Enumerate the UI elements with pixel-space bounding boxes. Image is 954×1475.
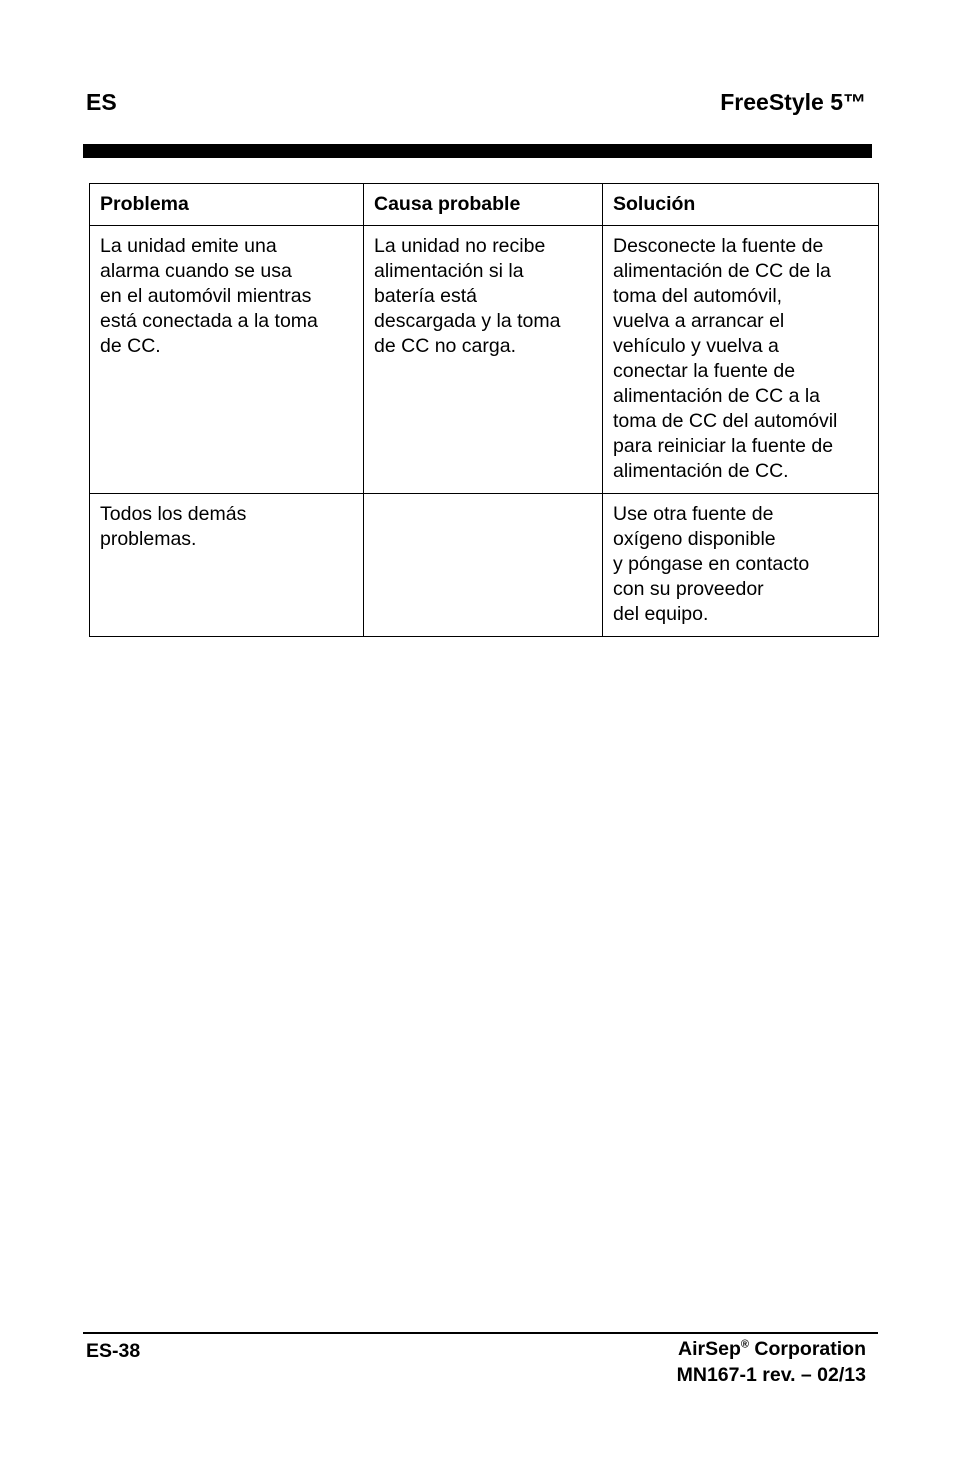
cell-text-line: alimentación de CC de la — [613, 260, 831, 282]
cell-text-line: toma de CC del automóvil — [613, 410, 838, 432]
footer-company-name: AirSep — [678, 1338, 741, 1360]
cause-cell-empty — [364, 494, 603, 637]
table-row — [90, 494, 879, 637]
cell-text-line: de CC no carga. — [374, 335, 516, 357]
cell-text-line: para reiniciar la fuente de — [613, 435, 834, 457]
cell-text-line: y póngase en contacto — [613, 553, 810, 575]
cell-text-line: batería está — [374, 285, 477, 307]
header-divider — [83, 144, 872, 158]
column-header-problem: Problema — [90, 184, 364, 226]
cell-text-line: descargada y la toma — [374, 310, 561, 332]
cell-text-line: vehículo y vuelva a — [613, 335, 779, 357]
cell-text-line: Desconecte la fuente de — [613, 235, 824, 257]
cell-text-line: con su proveedor — [613, 578, 764, 600]
footer-document-id: MN167-1 rev. – 02/13 — [676, 1364, 866, 1386]
table-header-row — [90, 184, 879, 226]
cause-cell — [364, 226, 603, 494]
table-row — [90, 226, 879, 494]
cell-text-line: La unidad no recibe — [374, 235, 546, 257]
cell-text-line: alimentación si la — [374, 260, 524, 282]
column-header-solution: Solución — [603, 184, 879, 226]
cell-text-line: Use otra fuente de — [613, 503, 774, 525]
cell-text-line: está conectada a la toma — [100, 310, 318, 332]
footer-divider — [83, 1332, 878, 1334]
cell-text-line: alimentación de CC. — [613, 460, 789, 482]
solution-cell — [603, 494, 879, 637]
cell-text-line: vuelva a arrancar el — [613, 310, 785, 332]
header-product-title: FreeStyle 5™ — [720, 89, 866, 115]
cell-text-line: del equipo. — [613, 603, 709, 625]
cell-text-line: La unidad emite una — [100, 235, 277, 257]
cell-text-line: toma del automóvil, — [613, 285, 783, 307]
cell-text-line: de CC. — [100, 335, 161, 357]
problem-cell — [90, 494, 364, 637]
cell-text-line: alimentación de CC a la — [613, 385, 821, 407]
registered-mark: ® — [740, 1338, 749, 1351]
footer-company-suffix: Corporation — [749, 1338, 866, 1360]
footer-company-line — [677, 1336, 866, 1362]
cell-text-line: oxígeno disponible — [613, 528, 776, 550]
cell-text-line: conectar la fuente de — [613, 360, 796, 382]
footer-company-block — [677, 1336, 866, 1388]
solution-cell — [603, 226, 879, 494]
footer-page-number: ES-38 — [86, 1340, 141, 1362]
cell-text-line: problemas. — [100, 528, 197, 550]
header-language-code: ES — [86, 89, 117, 115]
cell-text-line: alarma cuando se usa — [100, 260, 292, 282]
cell-text-line: Todos los demás — [100, 503, 247, 525]
problem-cell — [90, 226, 364, 494]
column-header-cause: Causa probable — [364, 184, 603, 226]
troubleshooting-table — [89, 183, 879, 637]
cell-text-line: en el automóvil mientras — [100, 285, 312, 307]
